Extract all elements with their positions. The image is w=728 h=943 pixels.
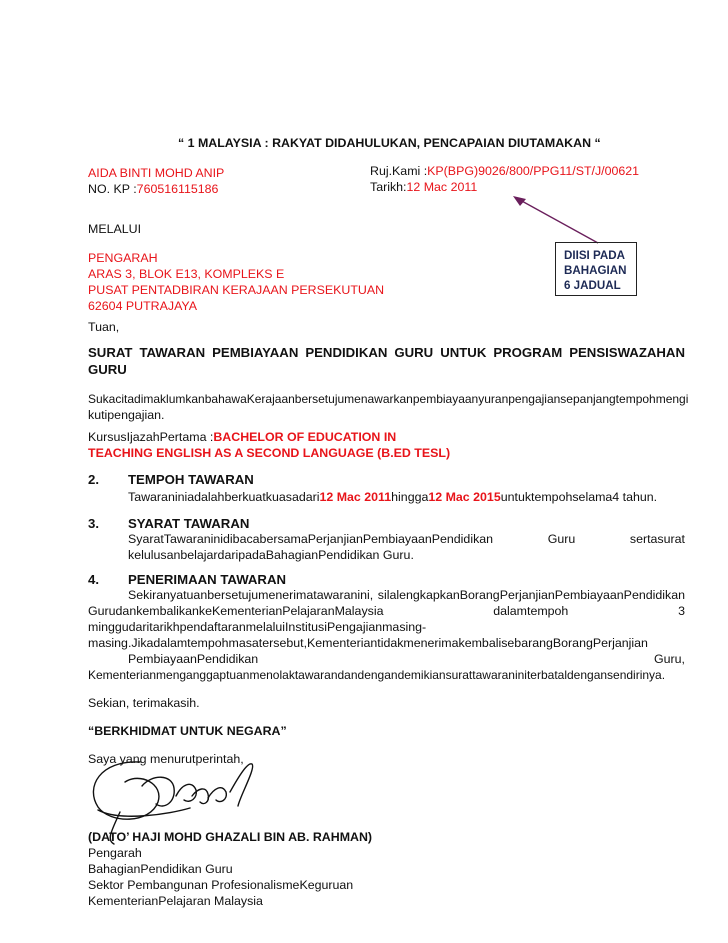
penerimaan-text: masing.Jikadalamtempohmasatersebut,Kementeriantidakmenerimakembalisebarang <box>88 636 553 650</box>
ic-label: NO. KP : <box>88 182 137 196</box>
section-4-line-4 <box>88 636 648 650</box>
closing: Sekian, terimakasih. <box>88 696 200 710</box>
penerimaan-text: 3 <box>678 604 685 618</box>
motto-header: “ 1 MALAYSIA : RAKYAT DIDAHULUKAN, PENCAPAIAN DIUTAMAKAN “ <box>178 136 601 150</box>
signatory-line: KementerianPelajaran Malaysia <box>88 894 263 908</box>
tempoh-text: Tawaraniniadalahberkuatkuasadari <box>128 490 320 504</box>
date-to: 12 Mac 2015 <box>428 490 501 504</box>
signatory-line: Pengarah <box>88 846 142 860</box>
subject-word: PEMBIAYAAN <box>212 345 299 360</box>
intro-line-2: kutipengajian. <box>88 408 165 422</box>
penerimaan-text: Guru, <box>654 652 685 666</box>
subject-word: PENDIDIKAN <box>305 345 388 360</box>
course-name-1: BACHELOR OF EDUCATION IN <box>213 430 397 444</box>
signatory-name: (DATO’ HAJI MOHD GHAZALI BIN AB. RAHMAN) <box>88 830 373 844</box>
penerimaan-text: dalamtempoh <box>493 604 569 618</box>
address-block <box>88 250 384 314</box>
address-line: ARAS 3, BLOK E13, KOMPLEKS E <box>88 267 285 281</box>
subject-word: GURU <box>394 345 434 360</box>
intro-line-1: SukacitadimaklumkanbahawaKerajaanbersetujumenawarkanpembiayaanyuranpengajiansepanjangtempohmengi <box>88 392 689 406</box>
section-4-title: PENERIMAAN TAWARAN <box>128 572 287 587</box>
subject-word: UNTUK <box>440 345 487 360</box>
signatory-line: Sektor Pembangunan ProfesionalismeKeguruan <box>88 878 354 892</box>
syarat-text: Guru <box>547 532 576 546</box>
section-4-line-5 <box>128 652 685 666</box>
subject-line-2: GURU <box>88 362 127 377</box>
signatory-line: BahagianPendidikan Guru <box>88 862 233 876</box>
ic-value: 760516115186 <box>136 182 219 196</box>
address-line: 62604 PUTRAJAYA <box>88 299 198 313</box>
penerimaan-text: silalengkapkanBorangPerjanjianPembiayaanPendidikan <box>377 588 685 602</box>
section-4-line-1 <box>128 588 685 602</box>
section-4-number: 4. <box>88 572 99 587</box>
section-2-number: 2. <box>88 472 99 487</box>
ruj-label: Ruj.Kami : <box>370 164 428 178</box>
signatory-details <box>88 845 353 909</box>
penerimaan-text: GurudankembalikankeKementerianPelajaranMalaysia <box>88 604 384 618</box>
subject-word: PROGRAM <box>493 345 563 360</box>
callout-line: BAHAGIAN <box>564 264 627 277</box>
callout-box <box>555 242 637 296</box>
syarat-text: SyaratTawaraninidibacabersamaPerjanjianPembiayaanPendidikan <box>128 532 494 546</box>
section-2-title: TEMPOH TAWARAN <box>128 472 254 487</box>
address-line: PUSAT PENTADBIRAN KERAJAAN PERSEKUTUAN <box>88 283 385 297</box>
date-from: 12 Mac 2011 <box>319 490 392 504</box>
section-4-line-3: minggudaritarikhpendaftaranmelaluiInstitusiPengajianmasing- <box>88 620 427 634</box>
section-4-line-2 <box>88 604 685 618</box>
salutation: Tuan, <box>88 320 120 334</box>
syarat-text: sertasurat <box>629 532 685 546</box>
penerimaan-text: BorangPerjanjian <box>552 636 648 650</box>
course-label: KursusIjazahPertama : <box>88 430 214 444</box>
callout-line: 6 JADUAL <box>564 279 621 292</box>
recipient-name: AIDA BINTI MOHD ANIP <box>88 166 225 180</box>
section-3-line-2: kelulusanbelajardaripadaBahagianPendidikan Guru. <box>128 548 414 562</box>
subject-word: SURAT <box>88 345 133 360</box>
section-3-number: 3. <box>88 516 99 531</box>
subject-word: TAWARAN <box>139 345 206 360</box>
tempoh-text: untuktempohselama4 tahun. <box>500 490 658 504</box>
slogan: “BERKHIDMAT UNTUK NEGARA” <box>88 724 287 738</box>
date-label: Tarikh: <box>370 180 407 194</box>
section-2-text <box>128 490 657 504</box>
address-line: PENGARAH <box>88 251 158 265</box>
subject-line-1 <box>88 345 685 360</box>
tempoh-text: hingga <box>391 490 429 504</box>
subject-word: PENSISWAZAHAN <box>569 345 685 360</box>
via-label: MELALUI <box>88 222 142 236</box>
section-3-title: SYARAT TAWARAN <box>128 516 250 531</box>
penerimaan-text: Sekiranyatuanbersetujumenerimatawaranini, <box>128 588 374 602</box>
section-3-line-1 <box>128 532 685 546</box>
section-4-line-6: Kementerianmenganggaptuanmenolaktawarandandengandemikiansurattawaraniniterbataldengansendirinya. <box>88 668 666 682</box>
ruj-value: KP(BPG)9026/800/PPG11/ST/J/00621 <box>427 164 640 178</box>
penerimaan-text: PembiayaanPendidikan <box>128 652 259 666</box>
signoff: Saya yang menurutperintah, <box>88 752 244 766</box>
date-value: 12 Mac 2011 <box>406 180 478 194</box>
course-line-1 <box>88 430 396 444</box>
callout-line: DIISI PADA <box>564 249 625 262</box>
course-name-2: TEACHING ENGLISH AS A SECOND LANGUAGE (B.ED TESL) <box>88 446 451 460</box>
